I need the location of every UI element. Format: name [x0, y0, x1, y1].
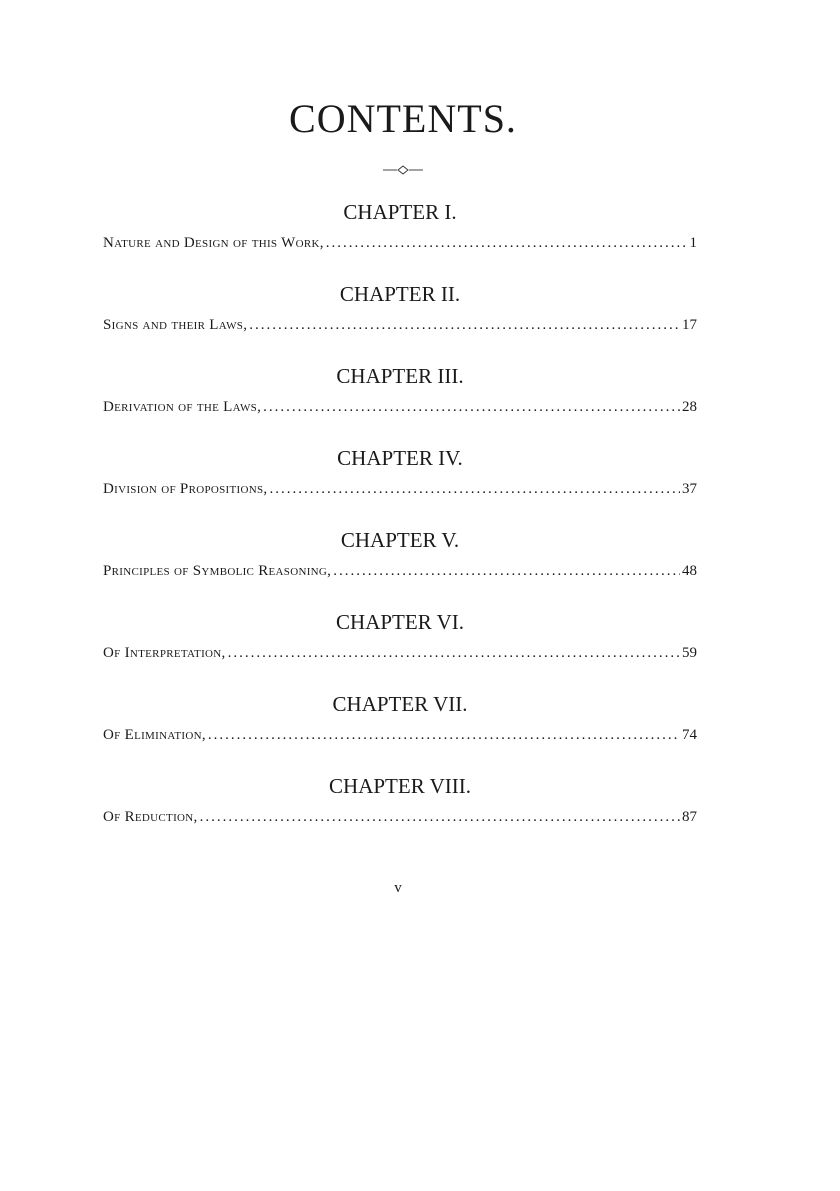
toc-entry[interactable] — [103, 638, 697, 688]
chapter-section-8 — [103, 770, 697, 852]
toc-entry-page: 17 — [682, 317, 697, 333]
chapter-heading: CHAPTER I. — [343, 200, 457, 224]
toc-entry-page: 74 — [682, 727, 697, 743]
toc-entry-title: Principles of Symbolic Reasoning, — [103, 563, 332, 579]
chapter-heading: CHAPTER VII. — [332, 692, 468, 716]
toc-entry-page: 28 — [682, 399, 697, 415]
chapter-section-4 — [103, 442, 697, 524]
dot-leader — [200, 802, 680, 832]
chapter-section-2 — [103, 278, 697, 360]
toc-entry-title: Signs and their Laws, — [103, 317, 248, 333]
toc-entry-page: 59 — [682, 645, 697, 661]
toc-entry[interactable] — [103, 228, 697, 278]
chapter-section-7 — [103, 688, 697, 770]
chapter-section-1 — [103, 196, 697, 278]
dot-leader — [333, 556, 680, 586]
toc-entry[interactable] — [103, 556, 697, 606]
toc-entry-title: Nature and Design of this Work, — [103, 235, 324, 251]
toc-entry-title: Of Elimination, — [103, 727, 206, 743]
diamond-rule-ornament-icon — [383, 163, 423, 177]
toc-entry[interactable] — [103, 474, 697, 524]
toc-entry-page: 48 — [682, 563, 697, 579]
toc-entry-title: Of Interpretation, — [103, 645, 226, 661]
toc-entry[interactable] — [103, 392, 697, 442]
dot-leader — [269, 474, 680, 504]
chapter-heading: CHAPTER IV. — [337, 446, 463, 470]
page-title: CONTENTS. — [289, 96, 517, 141]
dot-leader — [208, 720, 680, 750]
chapter-section-5 — [103, 524, 697, 606]
dot-leader — [249, 310, 680, 340]
toc-entry[interactable] — [103, 310, 697, 360]
dot-leader — [263, 392, 680, 422]
chapter-heading: CHAPTER III. — [336, 364, 464, 388]
chapter-section-6 — [103, 606, 697, 688]
chapter-heading: CHAPTER V. — [340, 528, 460, 552]
dot-leader — [228, 638, 680, 668]
toc-entry[interactable] — [103, 720, 697, 770]
toc-entry-title: Of Reduction, — [103, 809, 198, 825]
table-of-contents — [103, 196, 697, 852]
toc-entry-page: 87 — [682, 809, 697, 825]
page-number: v — [394, 880, 402, 896]
chapter-section-3 — [103, 360, 697, 442]
chapter-heading: CHAPTER VI. — [336, 610, 464, 634]
chapter-heading: CHAPTER VIII. — [329, 774, 471, 798]
dot-leader — [326, 228, 688, 258]
toc-entry-page: 1 — [689, 235, 697, 251]
toc-entry[interactable] — [103, 802, 697, 852]
toc-entry-title: Division of Propositions, — [103, 481, 268, 497]
chapter-heading: CHAPTER II. — [339, 282, 461, 306]
toc-entry-title: Derivation of the Laws, — [103, 399, 262, 415]
toc-entry-page: 37 — [682, 481, 697, 497]
